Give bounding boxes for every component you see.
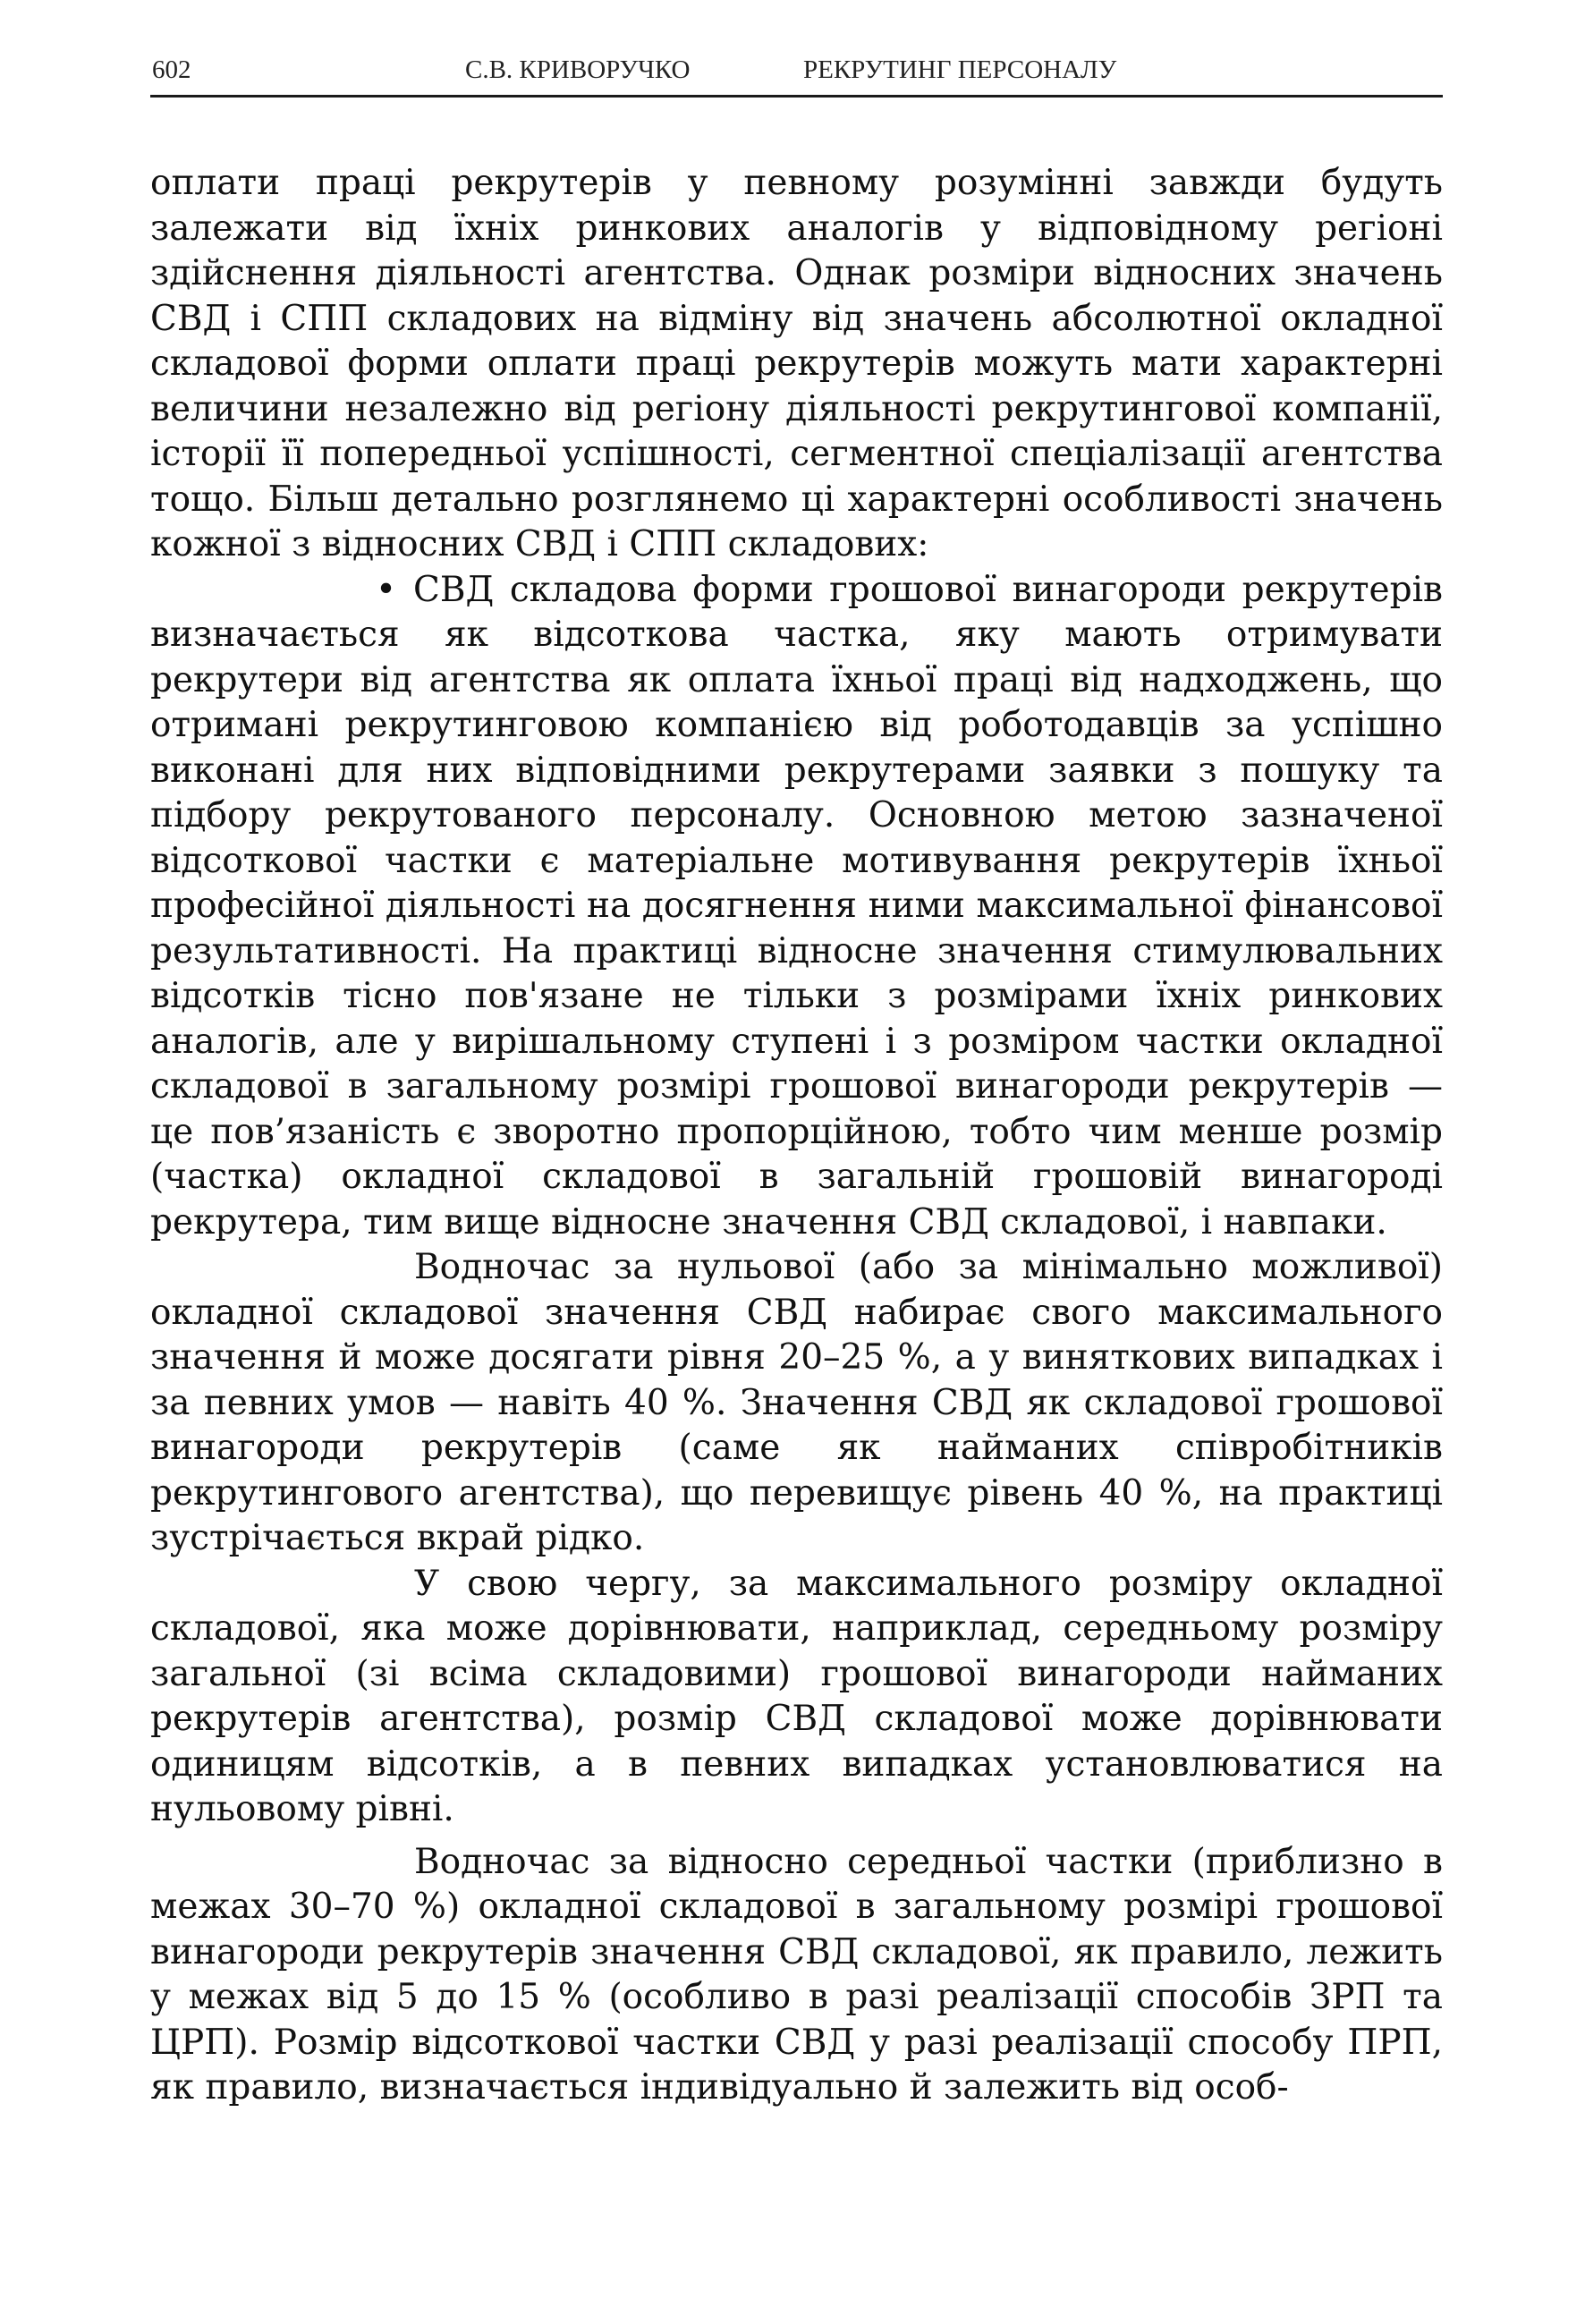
bullet-icon: •: [376, 569, 397, 610]
document-page: [150, 0, 1443, 2324]
header-author: С.В. КРИВОРУЧКО: [465, 55, 691, 84]
bullet-list-item: [150, 568, 1443, 1246]
page-number: 602: [152, 55, 191, 84]
running-header: [150, 50, 1443, 98]
paragraph: Водночас за нульової (або за мінімально можливої) окладної складової значення СВД набирає свого максимального значення й може досягати рівня 20–25 %, а у виняткових випадках і за певних умов — навіть 40 %. Значення СВД як складової грошової винагороди рекрутерів (саме як найманих співробітників рекрутингового агентства), що перевищує рівень 40 %, на практиці зустрічається вкрай рідко.: [150, 1247, 1443, 1558]
paragraph-continuation: оплати праці рекрутерів у певному розумінні завжди будуть залежати від їхніх ринкових аналогів у відповідному регіоні здійснення діяльності агентства. Однак розміри відносних значень СВД і СПП складових на відміну від значень абсолютної окладної складової форми оплати праці рекрутерів можуть мати характерні величини незалежно від регіону діяльності рекрутингової компанії, історії її попередньої успішності, сегментної спеціалізації агентства тощо. Більш детально розглянемо ці характерні особливості значень кожної з відносних СВД і СПП складових:: [150, 163, 1443, 564]
paragraph: У свою чергу, за максимального розміру окладної складової, яка може дорівнювати, наприклад, середньому розміру загальної (зі всіма складовими) грошової винагороди найманих рекрутерів агентства), розмір СВД складової може дорівнювати одиницям відсотків, а в певних випадках установлюватися на нульовому рівні.: [150, 1563, 1443, 1829]
bullet-item-text: СВД складова форми грошової винагороди рекрутерів визначається як відсоткова частка, яку мають отримувати рекрутери від агентства як оплата їхньої праці від надходжень, що отримані рекрутинговою компанією від роботодавців за успішно виконані для них відповідними рекрутерами заявки з пошуку та підбору рекрутованого персоналу. Основною метою зазначеної відсоткової частки є матеріальне мотивування рекрутерів їхньої професійної діяльності на досягнення ними максимальної фінансової результативності. На практиці відносне значення стимулювальних відсотків тісно пов'язане не тільки з розмірами їхніх ринкових аналогів, але у вирішальному ступені і з розміром частки окладної складової в загальному розмірі грошової винагороди рекрутерів — це пов’язаність є зворотно пропорційною, тобто чим менше розмір (частка) окладної складової в загальній грошовій винагороді рекрутера, тим вище відносне значення СВД складової, і навпаки.: [150, 569, 1443, 1243]
header-book-title: РЕКРУТИНГ ПЕРСОНАЛУ: [803, 55, 1117, 84]
paragraph: Водночас за відносно середньої частки (приблизно в межах 30–70 %) окладної складової в загальному розмірі грошової винагороди рекрутерів значення СВД складової, як правило, лежить у межах від 5 до 15 % (особливо в разі реалізації способів ЗРП та ЦРП). Розмір відсоткової частки СВД у разі реалізації способу ПРП, як правило, визначається індивідуально й залежить від особ-: [150, 1841, 1443, 2108]
body-text: [150, 161, 1443, 2111]
